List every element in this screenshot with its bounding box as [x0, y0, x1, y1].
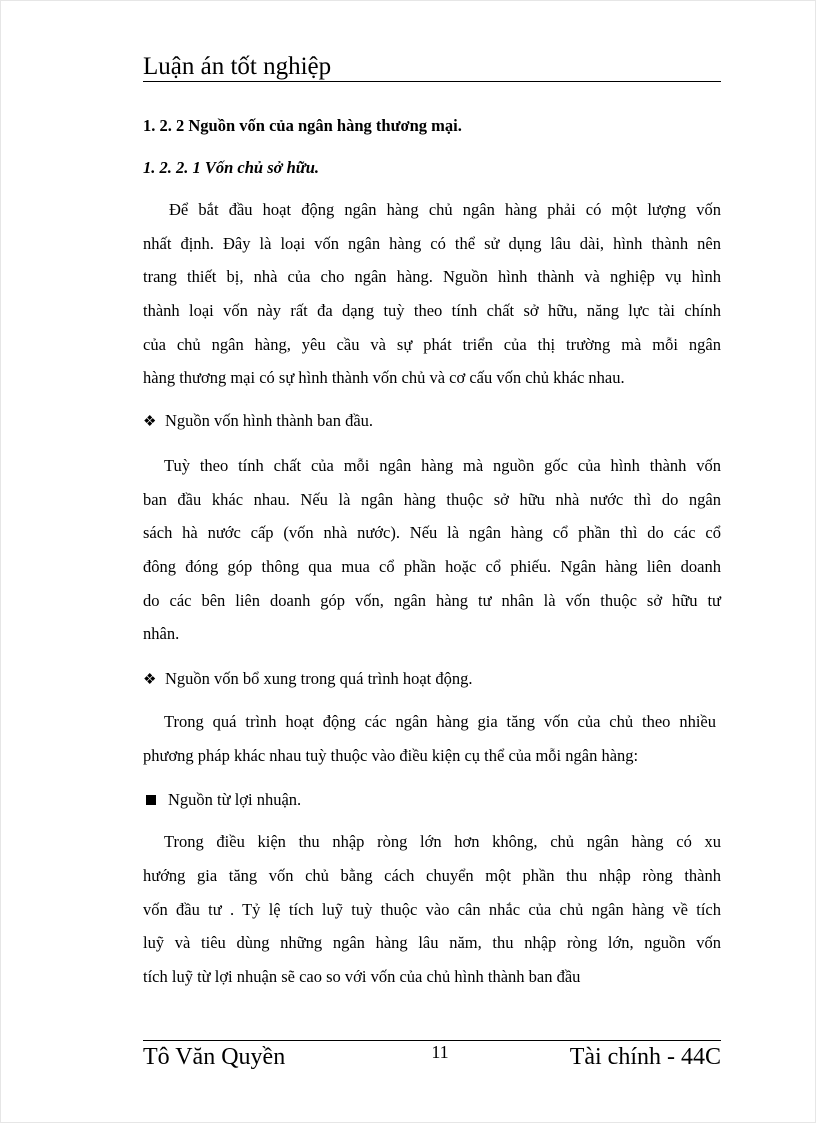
paragraph-line: luỹ và tiêu dùng những ngân hàng lâu năm, thu nhập ròng lớn, nguồn vốn	[143, 933, 721, 952]
paragraph-line: tích luỹ từ lợi nhuận sẽ cao so với vốn của chủ hình thành ban đầu	[143, 967, 581, 986]
bullet-item	[143, 410, 373, 433]
paragraph-line: ban đầu khác nhau. Nếu là ngân hàng thuộc sở hữu nhà nước thì do ngân	[143, 490, 721, 509]
bullet-text: Nguồn vốn hình thành ban đầu.	[165, 411, 374, 430]
section-heading: 1. 2. 2 Nguồn vốn của ngân hàng thương mại.	[143, 116, 462, 135]
paragraph-line: trang thiết bị, nhà của cho ngân hàng. Nguồn hình thành và nghiệp vụ hình	[143, 267, 721, 286]
paragraph-line: phương pháp khác nhau tuỳ thuộc vào điều kiện cụ thể của mỗi ngân hàng:	[143, 746, 639, 765]
paragraph-line: hàng thương mại có sự hình thành vốn chủ và cơ cấu vốn chủ khác nhau.	[143, 368, 625, 387]
diamond-bullet-icon: ❖	[143, 672, 157, 688]
diamond-bullet-icon: ❖	[143, 414, 157, 430]
footer-author: Tô Văn Quyền	[143, 1044, 286, 1070]
bullet-text: Nguồn từ lợi nhuận.	[168, 790, 302, 809]
paragraph-line: Trong điều kiện thu nhập ròng lớn hơn không, chủ ngân hàng có xu	[164, 832, 721, 851]
subsection-heading: 1. 2. 2. 1 Vốn chủ sở hữu.	[143, 158, 319, 177]
paragraph-line: hướng gia tăng vốn chủ bằng cách chuyển một phần thu nhập ròng thành	[143, 866, 721, 885]
bullet-text: Nguồn vốn bổ xung trong quá trình hoạt động.	[165, 669, 473, 688]
paragraph-line: thành loại vốn này rất đa dạng tuỳ theo tính chất sở hữu, năng lực tài chính	[143, 301, 721, 320]
paragraph-line: vốn đầu tư . Tỷ lệ tích luỹ tuỳ thuộc vào cân nhắc của chủ ngân hàng về tích	[143, 900, 721, 919]
paragraph-line: Để bắt đầu hoạt động ngân hàng chủ ngân hàng phải có một lượng vốn	[169, 200, 721, 219]
page-header-title: Luận án tốt nghiệp	[143, 53, 332, 80]
header-rule	[143, 81, 721, 82]
paragraph-line: nhất định. Đây là loại vốn ngân hàng có thể sử dụng lâu dài, hình thành nên	[143, 234, 721, 253]
page-number: 11	[431, 1042, 449, 1062]
square-bullet-icon	[146, 795, 156, 805]
footer-department: Tài chính - 44C	[569, 1044, 721, 1070]
bullet-item	[143, 668, 473, 691]
paragraph-line: Trong quá trình hoạt động các ngân hàng gia tăng vốn của chủ theo nhiều	[164, 712, 716, 731]
paragraph-line: đông đóng góp thông qua mua cổ phần hoặc cổ phiếu. Ngân hàng liên doanh	[143, 557, 721, 576]
paragraph-line: Tuỳ theo tính chất của mỗi ngân hàng mà nguồn gốc của hình thành vốn	[164, 456, 721, 475]
paragraph-line: của chủ ngân hàng, yêu cầu và sự phát triển của thị trường mà mỗi ngân	[143, 335, 721, 354]
paragraph-line: do các bên liên doanh góp vốn, ngân hàng tư nhân là vốn thuộc sở hữu tư	[143, 591, 721, 610]
paragraph-line: nhân.	[143, 624, 180, 643]
paragraph-line: sách hà nước cấp (vốn nhà nước). Nếu là ngân hàng cổ phần thì do các cổ	[143, 523, 721, 542]
bullet-item	[143, 789, 301, 811]
